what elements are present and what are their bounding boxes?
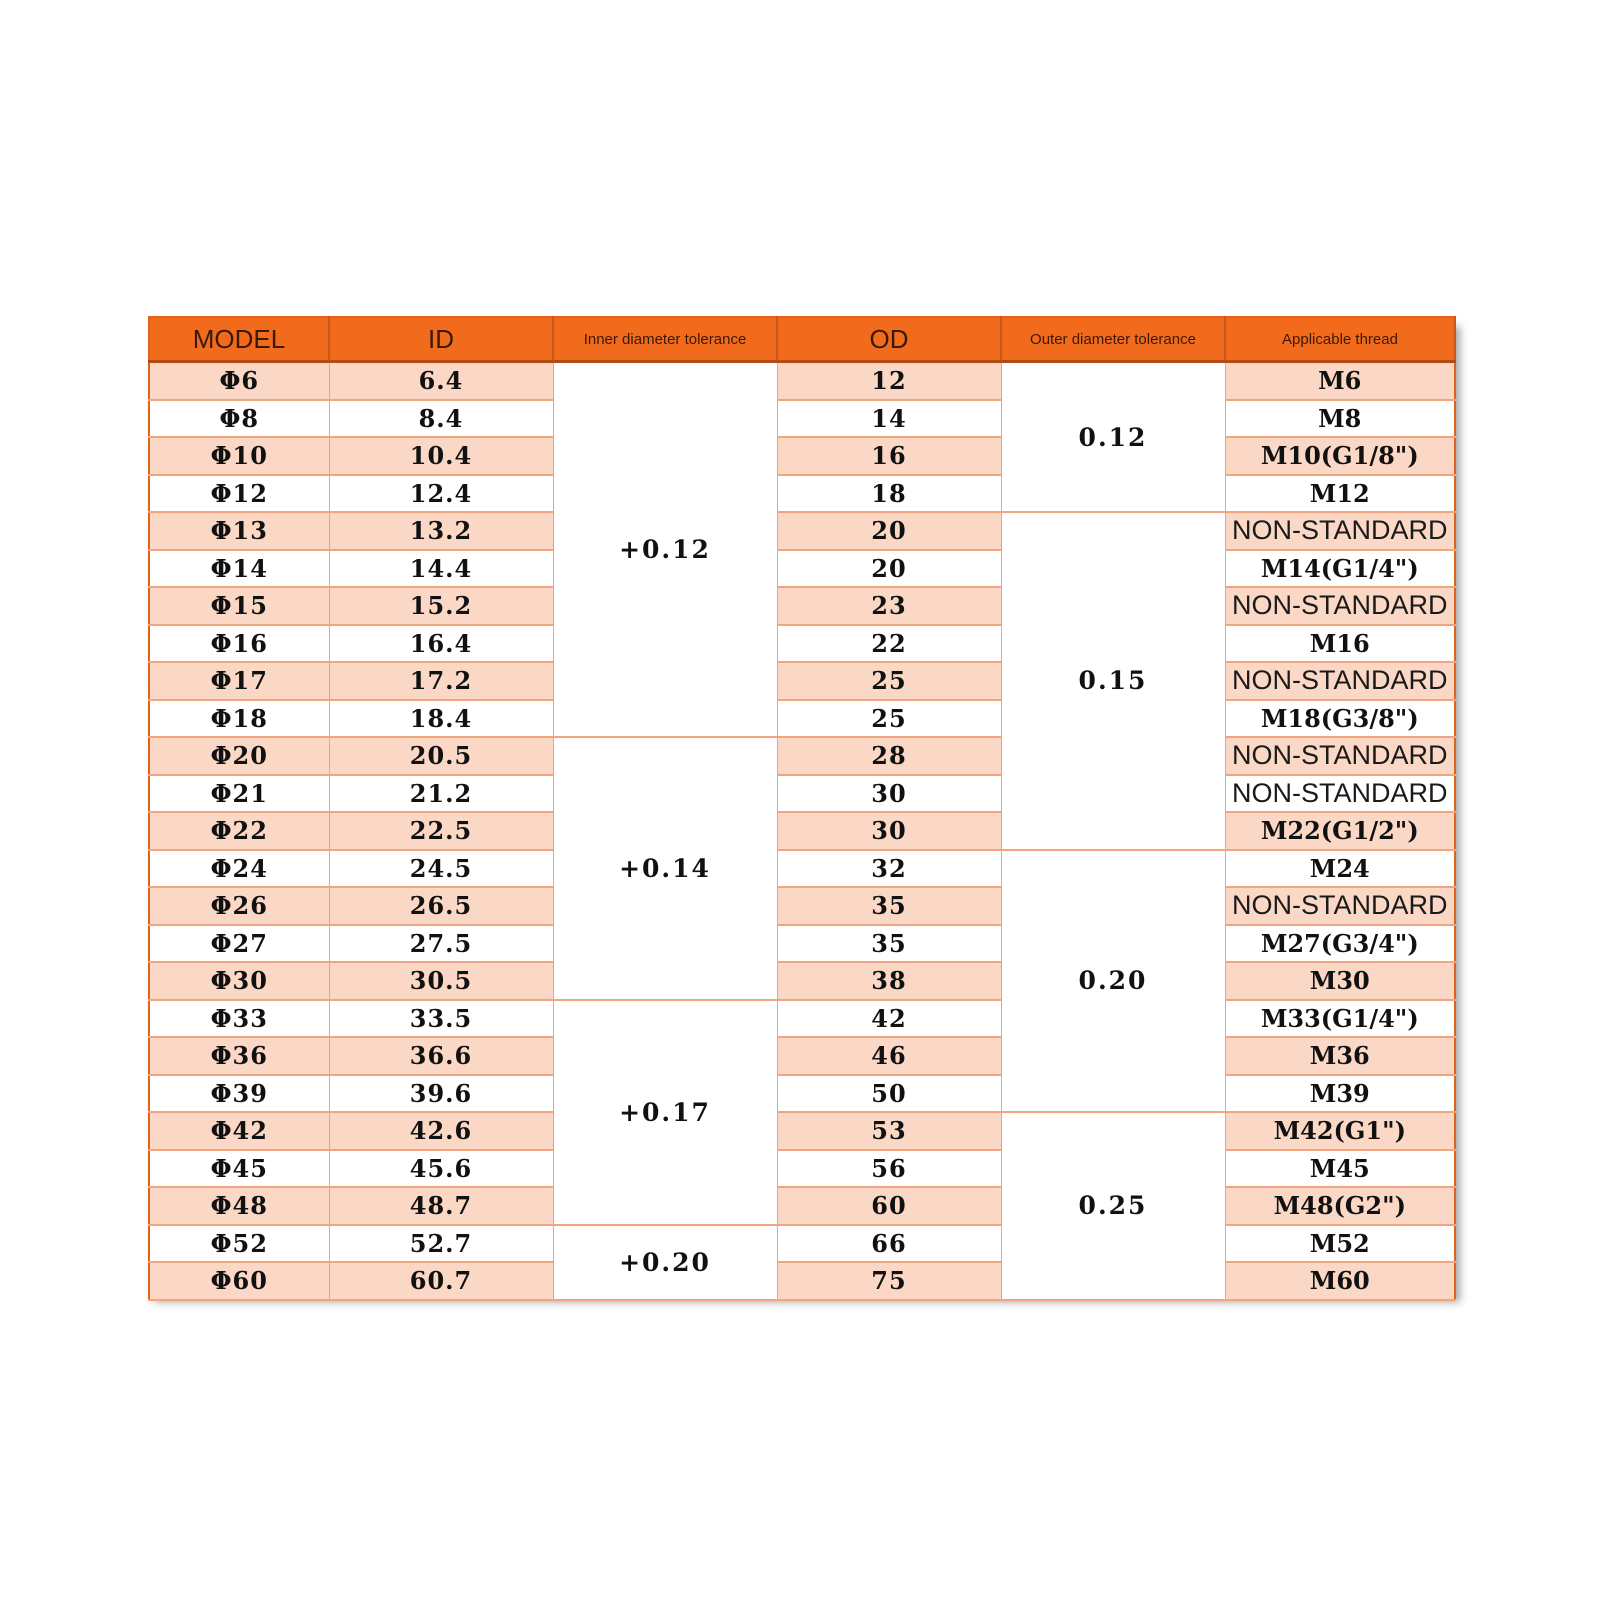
thread-cell: M42(G1") bbox=[1225, 1112, 1455, 1150]
thread-cell: NON-STANDARD bbox=[1225, 662, 1455, 700]
model-cell: Φ10 bbox=[149, 437, 329, 475]
thread-cell: M60 bbox=[1225, 1262, 1455, 1300]
model-cell: Φ27 bbox=[149, 925, 329, 963]
outer-tolerance-cell: 0.12 bbox=[1001, 362, 1225, 513]
thread-cell: M36 bbox=[1225, 1037, 1455, 1075]
model-cell: Φ12 bbox=[149, 475, 329, 513]
od-cell: 50 bbox=[777, 1075, 1001, 1113]
id-cell: 17.2 bbox=[329, 662, 553, 700]
spec-sheet bbox=[148, 316, 1454, 1296]
thread-cell: M24 bbox=[1225, 850, 1455, 888]
table-row bbox=[149, 1037, 1455, 1075]
table-row bbox=[149, 850, 1455, 888]
model-cell: Φ30 bbox=[149, 962, 329, 1000]
od-cell: 25 bbox=[777, 700, 1001, 738]
thread-cell: M10(G1/8") bbox=[1225, 437, 1455, 475]
model-cell: Φ6 bbox=[149, 362, 329, 400]
thread-cell: M8 bbox=[1225, 400, 1455, 438]
id-cell: 18.4 bbox=[329, 700, 553, 738]
od-cell: 20 bbox=[777, 550, 1001, 588]
table-row bbox=[149, 362, 1455, 400]
id-cell: 26.5 bbox=[329, 887, 553, 925]
id-cell: 45.6 bbox=[329, 1150, 553, 1188]
id-cell: 60.7 bbox=[329, 1262, 553, 1300]
id-cell: 52.7 bbox=[329, 1225, 553, 1263]
model-cell: Φ45 bbox=[149, 1150, 329, 1188]
id-cell: 42.6 bbox=[329, 1112, 553, 1150]
od-cell: 23 bbox=[777, 587, 1001, 625]
od-cell: 46 bbox=[777, 1037, 1001, 1075]
table-row bbox=[149, 812, 1455, 850]
inner-tolerance-cell: +0.17 bbox=[553, 1000, 777, 1225]
model-cell: Φ15 bbox=[149, 587, 329, 625]
od-cell: 56 bbox=[777, 1150, 1001, 1188]
table-row bbox=[149, 925, 1455, 963]
id-cell: 14.4 bbox=[329, 550, 553, 588]
table-row bbox=[149, 1075, 1455, 1113]
table-row bbox=[149, 475, 1455, 513]
model-cell: Φ17 bbox=[149, 662, 329, 700]
model-cell: Φ16 bbox=[149, 625, 329, 663]
od-cell: 30 bbox=[777, 775, 1001, 813]
header-row bbox=[149, 317, 1455, 362]
id-cell: 13.2 bbox=[329, 512, 553, 550]
thread-cell: M48(G2") bbox=[1225, 1187, 1455, 1225]
table-row bbox=[149, 550, 1455, 588]
od-cell: 18 bbox=[777, 475, 1001, 513]
od-cell: 53 bbox=[777, 1112, 1001, 1150]
od-cell: 12 bbox=[777, 362, 1001, 400]
header-model: MODEL bbox=[149, 317, 329, 362]
thread-cell: NON-STANDARD bbox=[1225, 737, 1455, 775]
od-cell: 20 bbox=[777, 512, 1001, 550]
od-cell: 66 bbox=[777, 1225, 1001, 1263]
table-row bbox=[149, 662, 1455, 700]
model-cell: Φ20 bbox=[149, 737, 329, 775]
model-cell: Φ26 bbox=[149, 887, 329, 925]
thread-cell: M22(G1/2") bbox=[1225, 812, 1455, 850]
outer-tolerance-cell: 0.15 bbox=[1001, 512, 1225, 850]
model-cell: Φ18 bbox=[149, 700, 329, 738]
thread-cell: M27(G3/4") bbox=[1225, 925, 1455, 963]
spec-table bbox=[148, 316, 1456, 1301]
thread-cell: M16 bbox=[1225, 625, 1455, 663]
model-cell: Φ33 bbox=[149, 1000, 329, 1038]
outer-tolerance-cell: 0.20 bbox=[1001, 850, 1225, 1113]
header-od: OD bbox=[777, 317, 1001, 362]
thread-cell: M6 bbox=[1225, 362, 1455, 400]
table-row bbox=[149, 437, 1455, 475]
id-cell: 48.7 bbox=[329, 1187, 553, 1225]
od-cell: 25 bbox=[777, 662, 1001, 700]
model-cell: Φ39 bbox=[149, 1075, 329, 1113]
model-cell: Φ60 bbox=[149, 1262, 329, 1300]
id-cell: 30.5 bbox=[329, 962, 553, 1000]
table-row bbox=[149, 587, 1455, 625]
table-row bbox=[149, 625, 1455, 663]
thread-cell: M14(G1/4") bbox=[1225, 550, 1455, 588]
thread-cell: M18(G3/8") bbox=[1225, 700, 1455, 738]
header-inner-diameter-tolerance: Inner diameter tolerance bbox=[553, 317, 777, 362]
model-cell: Φ42 bbox=[149, 1112, 329, 1150]
inner-tolerance-cell: +0.14 bbox=[553, 737, 777, 1000]
id-cell: 20.5 bbox=[329, 737, 553, 775]
table-row bbox=[149, 512, 1455, 550]
model-cell: Φ48 bbox=[149, 1187, 329, 1225]
id-cell: 27.5 bbox=[329, 925, 553, 963]
table-row bbox=[149, 775, 1455, 813]
id-cell: 10.4 bbox=[329, 437, 553, 475]
header-applicable-thread: Applicable thread bbox=[1225, 317, 1455, 362]
model-cell: Φ13 bbox=[149, 512, 329, 550]
table-row bbox=[149, 1262, 1455, 1300]
thread-cell: M30 bbox=[1225, 962, 1455, 1000]
id-cell: 8.4 bbox=[329, 400, 553, 438]
od-cell: 16 bbox=[777, 437, 1001, 475]
id-cell: 16.4 bbox=[329, 625, 553, 663]
table-row bbox=[149, 400, 1455, 438]
thread-cell: NON-STANDARD bbox=[1225, 887, 1455, 925]
thread-cell: NON-STANDARD bbox=[1225, 512, 1455, 550]
od-cell: 42 bbox=[777, 1000, 1001, 1038]
od-cell: 38 bbox=[777, 962, 1001, 1000]
table-row bbox=[149, 1112, 1455, 1150]
id-cell: 39.6 bbox=[329, 1075, 553, 1113]
model-cell: Φ14 bbox=[149, 550, 329, 588]
id-cell: 22.5 bbox=[329, 812, 553, 850]
header-outer-diameter-tolerance: Outer diameter tolerance bbox=[1001, 317, 1225, 362]
od-cell: 28 bbox=[777, 737, 1001, 775]
od-cell: 30 bbox=[777, 812, 1001, 850]
model-cell: Φ52 bbox=[149, 1225, 329, 1263]
thread-cell: M39 bbox=[1225, 1075, 1455, 1113]
inner-tolerance-cell: +0.20 bbox=[553, 1225, 777, 1300]
model-cell: Φ22 bbox=[149, 812, 329, 850]
id-cell: 12.4 bbox=[329, 475, 553, 513]
od-cell: 60 bbox=[777, 1187, 1001, 1225]
table-row bbox=[149, 1150, 1455, 1188]
outer-tolerance-cell: 0.25 bbox=[1001, 1112, 1225, 1300]
od-cell: 14 bbox=[777, 400, 1001, 438]
model-cell: Φ21 bbox=[149, 775, 329, 813]
id-cell: 24.5 bbox=[329, 850, 553, 888]
thread-cell: M52 bbox=[1225, 1225, 1455, 1263]
table-row bbox=[149, 887, 1455, 925]
id-cell: 15.2 bbox=[329, 587, 553, 625]
table-row bbox=[149, 1225, 1455, 1263]
table-row bbox=[149, 1187, 1455, 1225]
id-cell: 33.5 bbox=[329, 1000, 553, 1038]
od-cell: 75 bbox=[777, 1262, 1001, 1300]
inner-tolerance-cell: +0.12 bbox=[553, 362, 777, 738]
table-body bbox=[149, 362, 1455, 1300]
header-id: ID bbox=[329, 317, 553, 362]
table-row bbox=[149, 1000, 1455, 1038]
model-cell: Φ8 bbox=[149, 400, 329, 438]
od-cell: 32 bbox=[777, 850, 1001, 888]
model-cell: Φ24 bbox=[149, 850, 329, 888]
thread-cell: M45 bbox=[1225, 1150, 1455, 1188]
id-cell: 6.4 bbox=[329, 362, 553, 400]
thread-cell: NON-STANDARD bbox=[1225, 775, 1455, 813]
od-cell: 35 bbox=[777, 925, 1001, 963]
model-cell: Φ36 bbox=[149, 1037, 329, 1075]
table-row bbox=[149, 700, 1455, 738]
od-cell: 35 bbox=[777, 887, 1001, 925]
table-row bbox=[149, 737, 1455, 775]
thread-cell: M12 bbox=[1225, 475, 1455, 513]
id-cell: 36.6 bbox=[329, 1037, 553, 1075]
thread-cell: M33(G1/4") bbox=[1225, 1000, 1455, 1038]
thread-cell: NON-STANDARD bbox=[1225, 587, 1455, 625]
table-row bbox=[149, 962, 1455, 1000]
id-cell: 21.2 bbox=[329, 775, 553, 813]
od-cell: 22 bbox=[777, 625, 1001, 663]
